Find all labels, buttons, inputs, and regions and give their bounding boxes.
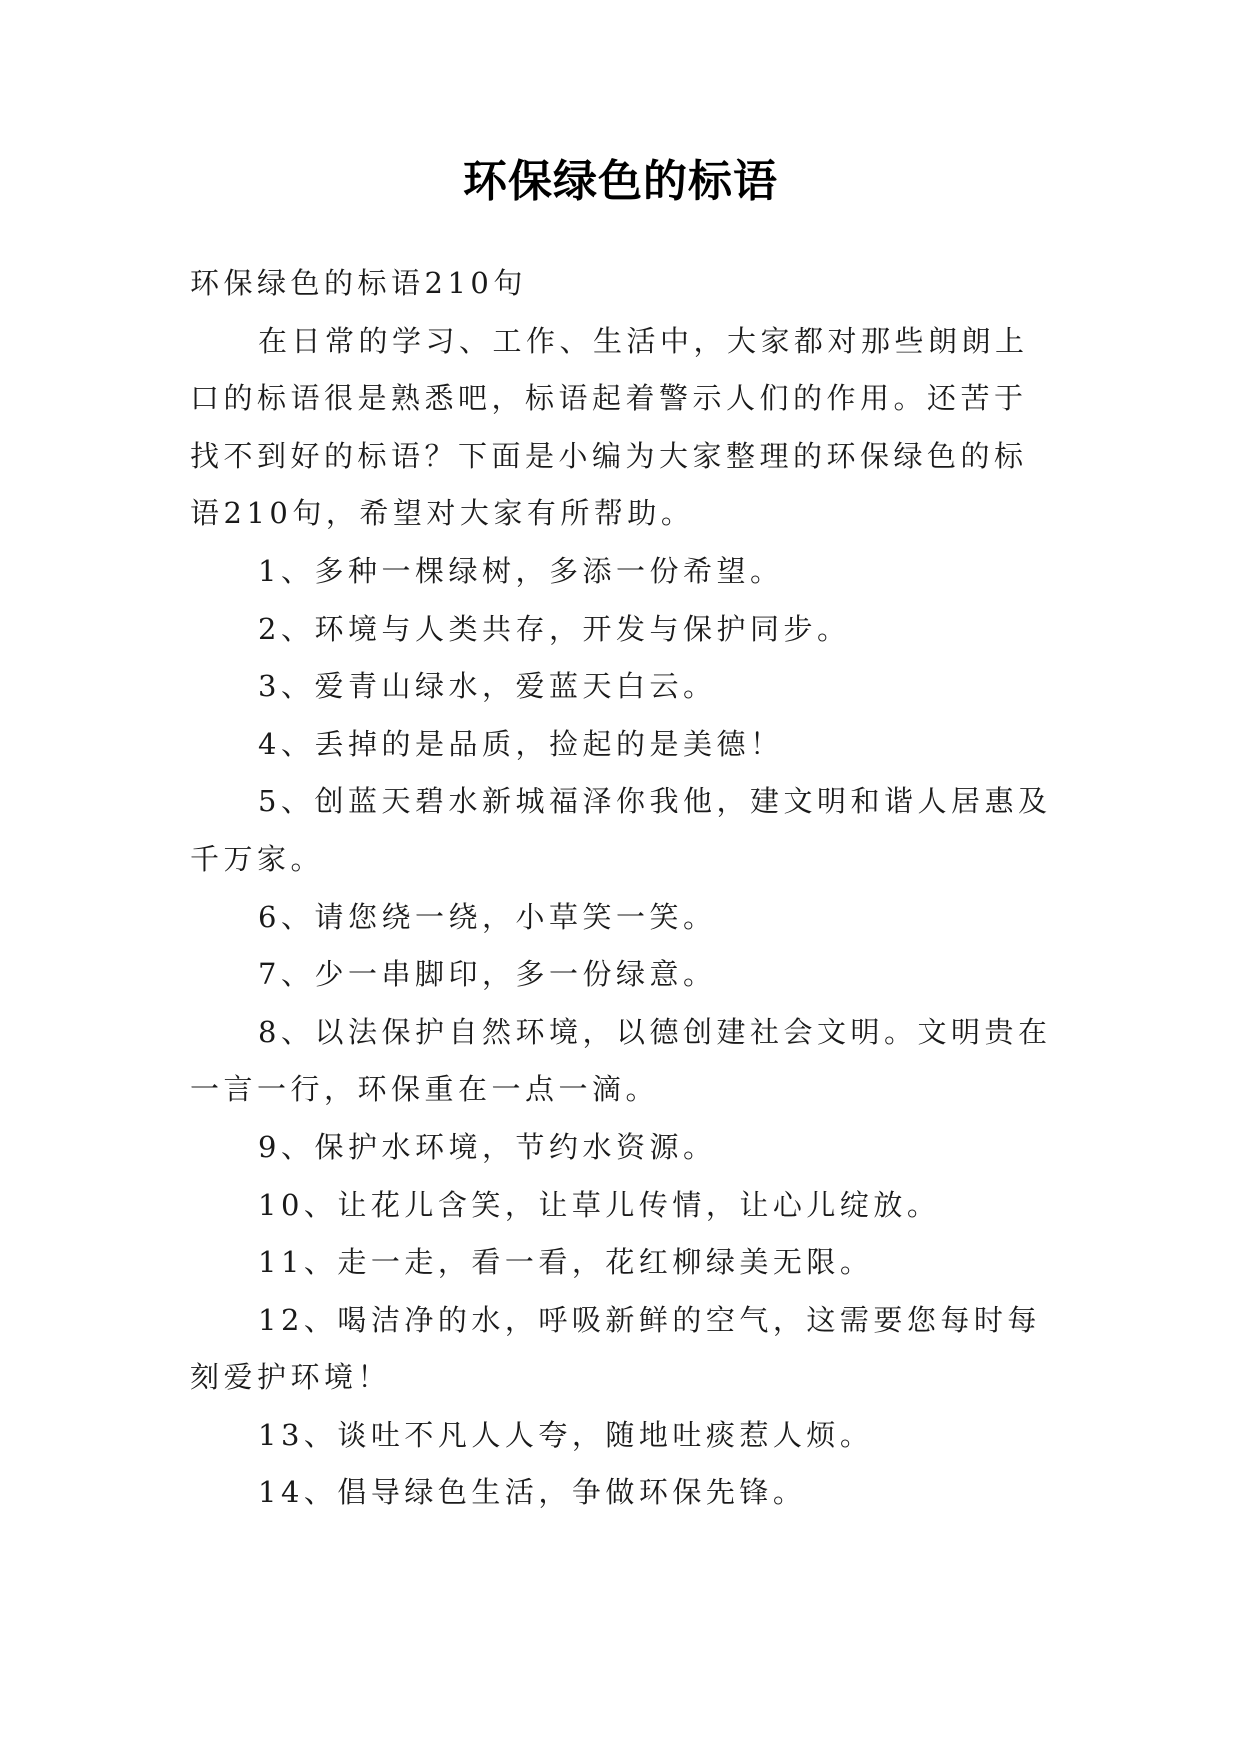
slogan-item: 2、环境与人类共存，开发与保护同步。 — [258, 611, 851, 646]
slogan-item: 6、请您绕一绕，小草笑一笑。 — [258, 899, 717, 934]
document-body — [190, 255, 1058, 1522]
slogan-item: 8、以法保护自然环境，以德创建社会文明。文明贵在一言一行，环保重在一点一滴。 — [190, 1014, 1052, 1107]
page-title: 环保绿色的标语 — [463, 156, 778, 207]
slogan-item: 9、保护水环境，节约水资源。 — [258, 1129, 717, 1164]
slogan-item: 10、让花儿含笑，让草儿传情，让心儿绽放。 — [258, 1187, 941, 1222]
slogan-item: 3、爱青山绿水，爱蓝天白云。 — [258, 669, 717, 704]
slogan-item: 12、喝洁净的水，呼吸新鲜的空气，这需要您每时每刻爱护环境！ — [190, 1302, 1041, 1395]
slogan-item: 11、走一走，看一看，花红柳绿美无限。 — [258, 1245, 874, 1280]
slogan-item: 4、丢掉的是品质，捡起的是美德！ — [258, 726, 784, 761]
intro-paragraph: 在日常的学习、工作、生活中，大家都对那些朗朗上口的标语很是熟悉吧，标语起着警示人们的作用。还苦于找不到好的标语？下面是小编为大家整理的环保绿色的标语210句，希望对大家有所帮助。 — [190, 323, 1029, 531]
subtitle: 环保绿色的标语210句 — [190, 266, 527, 300]
slogan-item: 13、谈吐不凡人人夸，随地吐痰惹人烦。 — [258, 1417, 874, 1452]
slogan-item: 14、倡导绿色生活，争做环保先锋。 — [258, 1475, 807, 1510]
slogan-item: 5、创蓝天碧水新城福泽你我他，建文明和谐人居惠及千万家。 — [190, 784, 1052, 876]
slogan-item: 7、少一串脚印，多一份绿意。 — [258, 957, 717, 992]
slogan-item: 1、多种一棵绿树，多添一份希望。 — [258, 553, 784, 588]
